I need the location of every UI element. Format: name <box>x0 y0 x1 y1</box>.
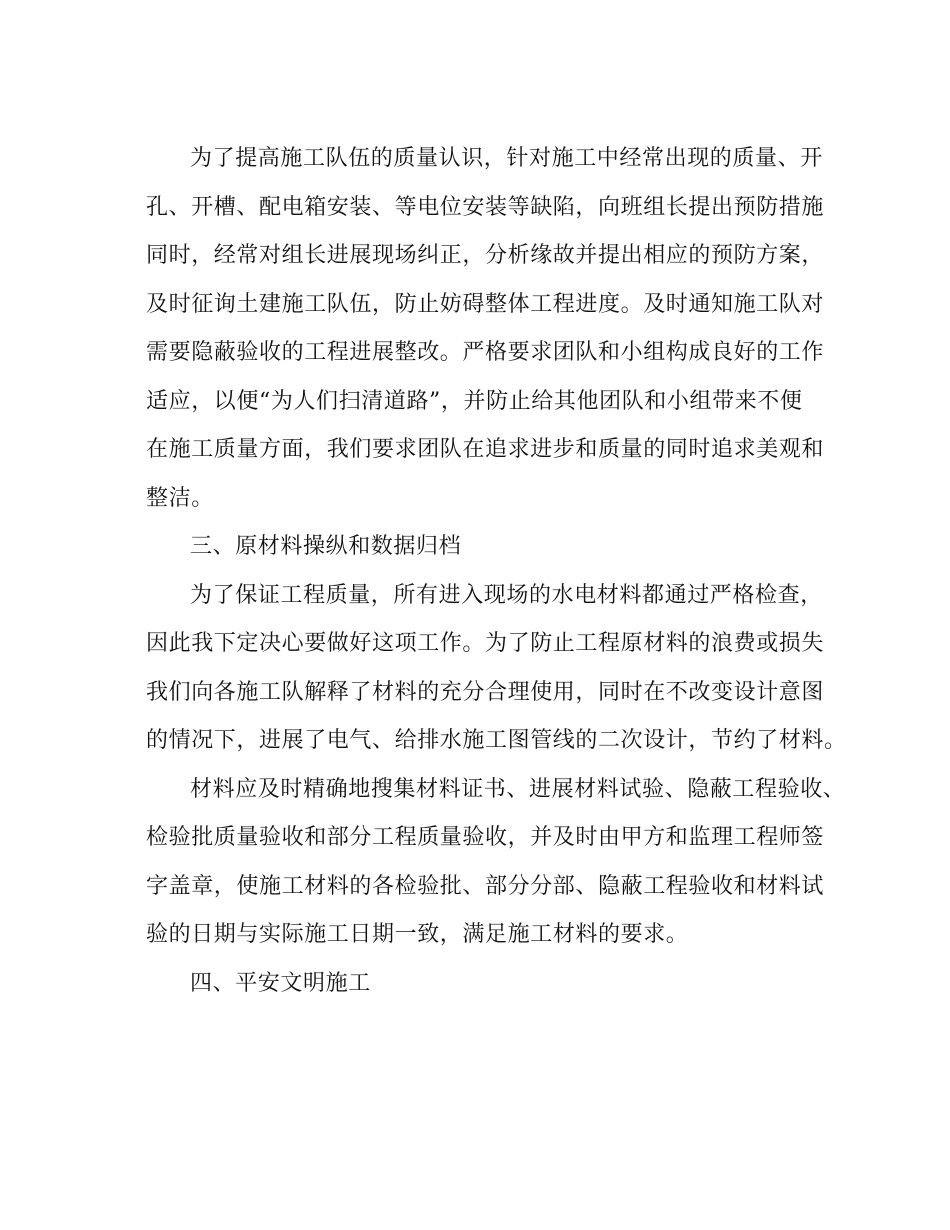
paragraph-line: 为了保证工程质量，所有进入现场的水电材料都通过严格检查， <box>190 582 823 608</box>
paragraph-line: 同时，经常对组长进展现场纠正，分析缘故并提出相应的预防方案， <box>146 243 825 268</box>
section-heading: 三、原材料操纵和数据归档 <box>190 534 462 559</box>
paragraph-line: 材料应及时精确地搜集材料证书、进展材料试验、隐蔽工程验收、 <box>190 776 846 802</box>
paragraph-line: 因此我下定决心要做好这项工作。为了防止工程原材料的浪费或损失 <box>146 631 825 656</box>
document-body <box>146 140 847 1013</box>
paragraph-line: 的情况下，进展了电气、给排水施工图管线的二次设计，节约了材料。 <box>146 728 847 753</box>
paragraph-line: 在施工质量方面，我们要求团队在追求进步和质量的同时追求美观和 <box>146 437 825 462</box>
paragraph-line: 字盖章，使施工材料的各检验批、部分分部、隐蔽工程验收和材料试 <box>146 873 825 899</box>
paragraph-line: 验的日期与实际施工日期一致，满足施工材料的要求。 <box>146 922 689 947</box>
paragraph-line: 及时征询土建施工队伍，防止妨碍整体工程进度。及时通知施工队对 <box>146 291 825 317</box>
paragraph-line: 我们向各施工队解释了材料的充分合理使用，同时在不改变设计意图 <box>146 679 825 705</box>
paragraph-line: 检验批质量验收和部分工程质量验收，并及时由甲方和监理工程师签 <box>146 825 825 850</box>
paragraph-line: 适应，以便“为人们扫清道路”，并防止给其他团队和小组带来不便 <box>146 388 803 414</box>
section-heading: 四、平安文明施工 <box>190 970 371 996</box>
paragraph-line: 整洁。 <box>146 485 214 511</box>
paragraph-line: 孔、开槽、配电箱安装、等电位安装等缺陷，向班组长提出预防措施 <box>146 194 825 220</box>
paragraph-line: 为了提高施工队伍的质量认识，针对施工中经常出现的质量、开 <box>190 146 823 171</box>
paragraph-line: 需要隐蔽验收的工程进展整改。严格要求团队和小组构成良好的工作 <box>146 340 825 365</box>
